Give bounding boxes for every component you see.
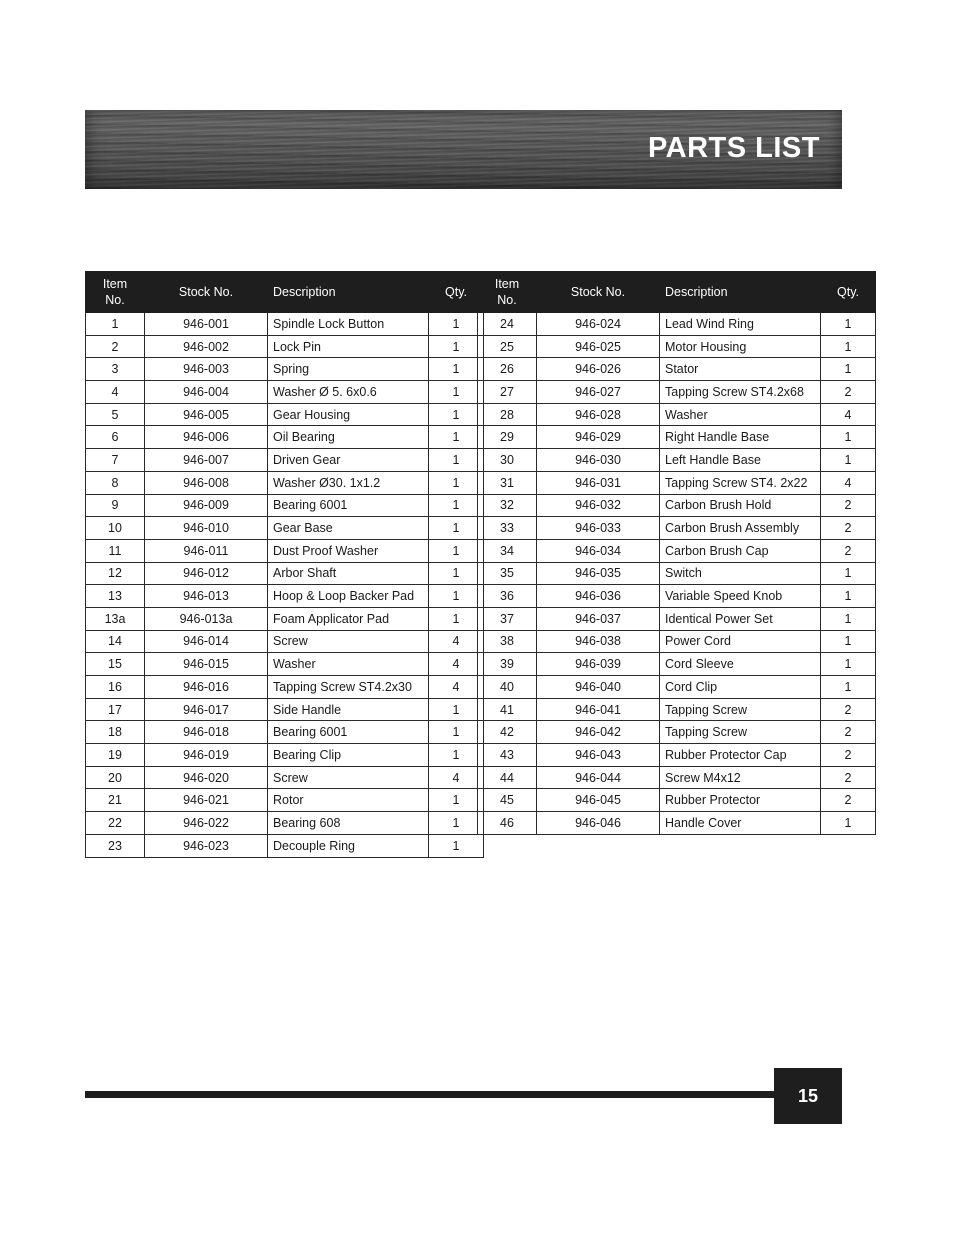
description-cell: Carbon Brush Hold [660,494,821,517]
qty-cell: 1 [429,744,484,767]
table-row [478,426,876,449]
qty-cell: 1 [429,358,484,381]
table-row [86,562,484,585]
item-no-cell: 35 [478,562,537,585]
stock-no-cell: 946-038 [537,630,660,653]
table-row [86,721,484,744]
qty-cell: 1 [821,585,876,608]
item-no-cell: 21 [86,789,145,812]
item-no-cell: 2 [86,335,145,358]
item-no-cell: 5 [86,403,145,426]
item-no-cell: 17 [86,698,145,721]
item-no-cell: 4 [86,381,145,404]
stock-no-cell: 946-008 [145,471,268,494]
qty-cell: 1 [821,653,876,676]
description-cell: Rotor [268,789,429,812]
table-row [86,698,484,721]
description-cell: Screw [268,630,429,653]
item-no-cell: 24 [478,313,537,336]
stock-no-cell: 946-001 [145,313,268,336]
table-row [86,517,484,540]
description-cell: Variable Speed Knob [660,585,821,608]
qty-cell: 2 [821,539,876,562]
table-row [86,585,484,608]
qty-cell: 1 [429,607,484,630]
table-row [86,426,484,449]
item-no-cell: 43 [478,744,537,767]
stock-no-cell: 946-011 [145,539,268,562]
table-row [478,607,876,630]
item-no-cell: 26 [478,358,537,381]
table-row [86,313,484,336]
page-number: 15 [774,1068,842,1124]
stock-no-cell: 946-044 [537,766,660,789]
column-header-qty: Qty. [821,272,876,313]
stock-no-cell: 946-035 [537,562,660,585]
stock-no-cell: 946-020 [145,766,268,789]
table-row [478,766,876,789]
description-cell: Rubber Protector [660,789,821,812]
qty-cell: 1 [821,426,876,449]
description-cell: Bearing 6001 [268,721,429,744]
item-no-cell: 42 [478,721,537,744]
item-no-cell: 37 [478,607,537,630]
item-no-cell: 11 [86,539,145,562]
table-row [478,471,876,494]
column-header-item-no: Item No. [478,272,537,313]
item-no-cell: 34 [478,539,537,562]
table-row [86,834,484,857]
stock-no-cell: 946-025 [537,335,660,358]
stock-no-cell: 946-017 [145,698,268,721]
description-cell: Washer [660,403,821,426]
item-no-cell: 13 [86,585,145,608]
stock-no-cell: 946-021 [145,789,268,812]
item-no-cell: 19 [86,744,145,767]
table-row [478,721,876,744]
table-row [86,607,484,630]
stock-no-cell: 946-036 [537,585,660,608]
qty-cell: 1 [821,449,876,472]
qty-cell: 4 [429,766,484,789]
description-cell: Tapping Screw ST4.2x30 [268,676,429,699]
stock-no-cell: 946-026 [537,358,660,381]
stock-no-cell: 946-039 [537,653,660,676]
item-no-cell: 32 [478,494,537,517]
description-cell: Foam Applicator Pad [268,607,429,630]
item-no-cell: 25 [478,335,537,358]
table-row [478,789,876,812]
item-no-cell: 3 [86,358,145,381]
table-row [86,766,484,789]
description-cell: Left Handle Base [660,449,821,472]
description-cell: Decouple Ring [268,834,429,857]
table-row [478,494,876,517]
table-row [478,744,876,767]
table-row [86,630,484,653]
qty-cell: 4 [429,676,484,699]
description-cell: Gear Housing [268,403,429,426]
description-cell: Side Handle [268,698,429,721]
stock-no-cell: 946-028 [537,403,660,426]
item-no-cell: 16 [86,676,145,699]
table-row [86,789,484,812]
stock-no-cell: 946-004 [145,381,268,404]
stock-no-cell: 946-005 [145,403,268,426]
qty-cell: 2 [821,494,876,517]
qty-cell: 2 [821,789,876,812]
qty-cell: 1 [821,812,876,835]
table-row [86,449,484,472]
qty-cell: 1 [429,834,484,857]
item-no-cell: 8 [86,471,145,494]
stock-no-cell: 946-030 [537,449,660,472]
column-header-description: Description [660,272,821,313]
table-row [478,812,876,835]
item-no-cell: 28 [478,403,537,426]
description-cell: Tapping Screw ST4. 2x22 [660,471,821,494]
qty-cell: 1 [429,471,484,494]
description-cell: Handle Cover [660,812,821,835]
qty-cell: 4 [429,653,484,676]
item-no-cell: 23 [86,834,145,857]
qty-cell: 1 [429,562,484,585]
stock-no-cell: 946-014 [145,630,268,653]
table-row [478,539,876,562]
table-row [86,381,484,404]
stock-no-cell: 946-013a [145,607,268,630]
stock-no-cell: 946-043 [537,744,660,767]
description-cell: Cord Clip [660,676,821,699]
description-cell: Cord Sleeve [660,653,821,676]
qty-cell: 1 [821,630,876,653]
table-row [86,539,484,562]
qty-cell: 1 [429,426,484,449]
column-header-item-no: Item No. [86,272,145,313]
qty-cell: 1 [821,358,876,381]
qty-cell: 1 [429,812,484,835]
description-cell: Spindle Lock Button [268,313,429,336]
description-cell: Lock Pin [268,335,429,358]
qty-cell: 1 [821,335,876,358]
qty-cell: 1 [429,494,484,517]
item-no-cell: 41 [478,698,537,721]
description-cell: Carbon Brush Cap [660,539,821,562]
parts-table-left [85,271,484,858]
stock-no-cell: 946-013 [145,585,268,608]
table-row [86,812,484,835]
description-cell: Identical Power Set [660,607,821,630]
stock-no-cell: 946-046 [537,812,660,835]
description-cell: Arbor Shaft [268,562,429,585]
table-row [86,494,484,517]
description-cell: Bearing Clip [268,744,429,767]
stock-no-cell: 946-003 [145,358,268,381]
item-no-cell: 10 [86,517,145,540]
qty-cell: 2 [821,698,876,721]
description-cell: Switch [660,562,821,585]
stock-no-cell: 946-029 [537,426,660,449]
item-no-cell: 14 [86,630,145,653]
description-cell: Driven Gear [268,449,429,472]
table-row [478,517,876,540]
table-header-row [86,272,484,313]
item-no-cell: 40 [478,676,537,699]
description-cell: Tapping Screw [660,698,821,721]
qty-cell: 1 [429,585,484,608]
qty-cell: 2 [821,517,876,540]
description-cell: Bearing 6001 [268,494,429,517]
table-row [86,676,484,699]
stock-no-cell: 946-022 [145,812,268,835]
table-row [86,653,484,676]
table-row [478,381,876,404]
qty-cell: 2 [821,381,876,404]
column-header-stock-no: Stock No. [537,272,660,313]
qty-cell: 1 [429,313,484,336]
qty-cell: 1 [429,449,484,472]
table-row [478,653,876,676]
description-cell: Rubber Protector Cap [660,744,821,767]
column-header-qty: Qty. [429,272,484,313]
item-no-cell: 30 [478,449,537,472]
description-cell: Washer Ø 5. 6x0.6 [268,381,429,404]
qty-cell: 1 [821,676,876,699]
stock-no-cell: 946-037 [537,607,660,630]
footer-rule [85,1091,777,1098]
table-row [478,358,876,381]
item-no-cell: 9 [86,494,145,517]
qty-cell: 4 [821,471,876,494]
table-row [478,698,876,721]
item-no-cell: 45 [478,789,537,812]
table-row [86,335,484,358]
stock-no-cell: 946-015 [145,653,268,676]
table-row [478,630,876,653]
qty-cell: 4 [429,630,484,653]
item-no-cell: 15 [86,653,145,676]
stock-no-cell: 946-034 [537,539,660,562]
qty-cell: 1 [429,698,484,721]
description-cell: Dust Proof Washer [268,539,429,562]
table-row [86,403,484,426]
stock-no-cell: 946-041 [537,698,660,721]
qty-cell: 1 [429,789,484,812]
stock-no-cell: 946-032 [537,494,660,517]
item-no-cell: 1 [86,313,145,336]
item-no-cell: 33 [478,517,537,540]
qty-cell: 1 [821,313,876,336]
description-cell: Tapping Screw ST4.2x68 [660,381,821,404]
item-no-cell: 6 [86,426,145,449]
item-no-cell: 39 [478,653,537,676]
description-cell: Right Handle Base [660,426,821,449]
description-cell: Washer Ø30. 1x1.2 [268,471,429,494]
qty-cell: 4 [821,403,876,426]
qty-cell: 1 [821,562,876,585]
description-cell: Tapping Screw [660,721,821,744]
table-row [478,585,876,608]
stock-no-cell: 946-045 [537,789,660,812]
table-row [478,313,876,336]
description-cell: Lead Wind Ring [660,313,821,336]
table-row [478,562,876,585]
parts-table-right [477,271,876,835]
stock-no-cell: 946-031 [537,471,660,494]
stock-no-cell: 946-007 [145,449,268,472]
stock-no-cell: 946-024 [537,313,660,336]
description-cell: Gear Base [268,517,429,540]
qty-cell: 1 [429,335,484,358]
table-row [86,744,484,767]
column-header-stock-no: Stock No. [145,272,268,313]
qty-cell: 2 [821,721,876,744]
stock-no-cell: 946-016 [145,676,268,699]
table-row [478,449,876,472]
stock-no-cell: 946-042 [537,721,660,744]
description-cell: Bearing 608 [268,812,429,835]
qty-cell: 1 [429,381,484,404]
stock-no-cell: 946-010 [145,517,268,540]
item-no-cell: 46 [478,812,537,835]
item-no-cell: 31 [478,471,537,494]
description-cell: Stator [660,358,821,381]
item-no-cell: 20 [86,766,145,789]
description-cell: Power Cord [660,630,821,653]
qty-cell: 1 [429,539,484,562]
stock-no-cell: 946-012 [145,562,268,585]
qty-cell: 1 [429,721,484,744]
item-no-cell: 27 [478,381,537,404]
stock-no-cell: 946-002 [145,335,268,358]
description-cell: Oil Bearing [268,426,429,449]
stock-no-cell: 946-006 [145,426,268,449]
item-no-cell: 38 [478,630,537,653]
table-row [86,358,484,381]
qty-cell: 1 [429,403,484,426]
table-header-row [478,272,876,313]
description-cell: Screw M4x12 [660,766,821,789]
header-banner [85,110,842,189]
description-cell: Screw [268,766,429,789]
stock-no-cell: 946-040 [537,676,660,699]
item-no-cell: 18 [86,721,145,744]
page-title: PARTS LIST [647,132,820,164]
description-cell: Washer [268,653,429,676]
stock-no-cell: 946-033 [537,517,660,540]
stock-no-cell: 946-018 [145,721,268,744]
table-row [478,335,876,358]
table-row [478,676,876,699]
description-cell: Hoop & Loop Backer Pad [268,585,429,608]
stock-no-cell: 946-009 [145,494,268,517]
item-no-cell: 7 [86,449,145,472]
table-row [86,471,484,494]
description-cell: Motor Housing [660,335,821,358]
column-header-description: Description [268,272,429,313]
qty-cell: 1 [429,517,484,540]
qty-cell: 2 [821,744,876,767]
item-no-cell: 12 [86,562,145,585]
item-no-cell: 36 [478,585,537,608]
table-row [478,403,876,426]
item-no-cell: 44 [478,766,537,789]
stock-no-cell: 946-019 [145,744,268,767]
stock-no-cell: 946-023 [145,834,268,857]
stock-no-cell: 946-027 [537,381,660,404]
description-cell: Carbon Brush Assembly [660,517,821,540]
item-no-cell: 13a [86,607,145,630]
item-no-cell: 22 [86,812,145,835]
description-cell: Spring [268,358,429,381]
qty-cell: 1 [821,607,876,630]
qty-cell: 2 [821,766,876,789]
item-no-cell: 29 [478,426,537,449]
